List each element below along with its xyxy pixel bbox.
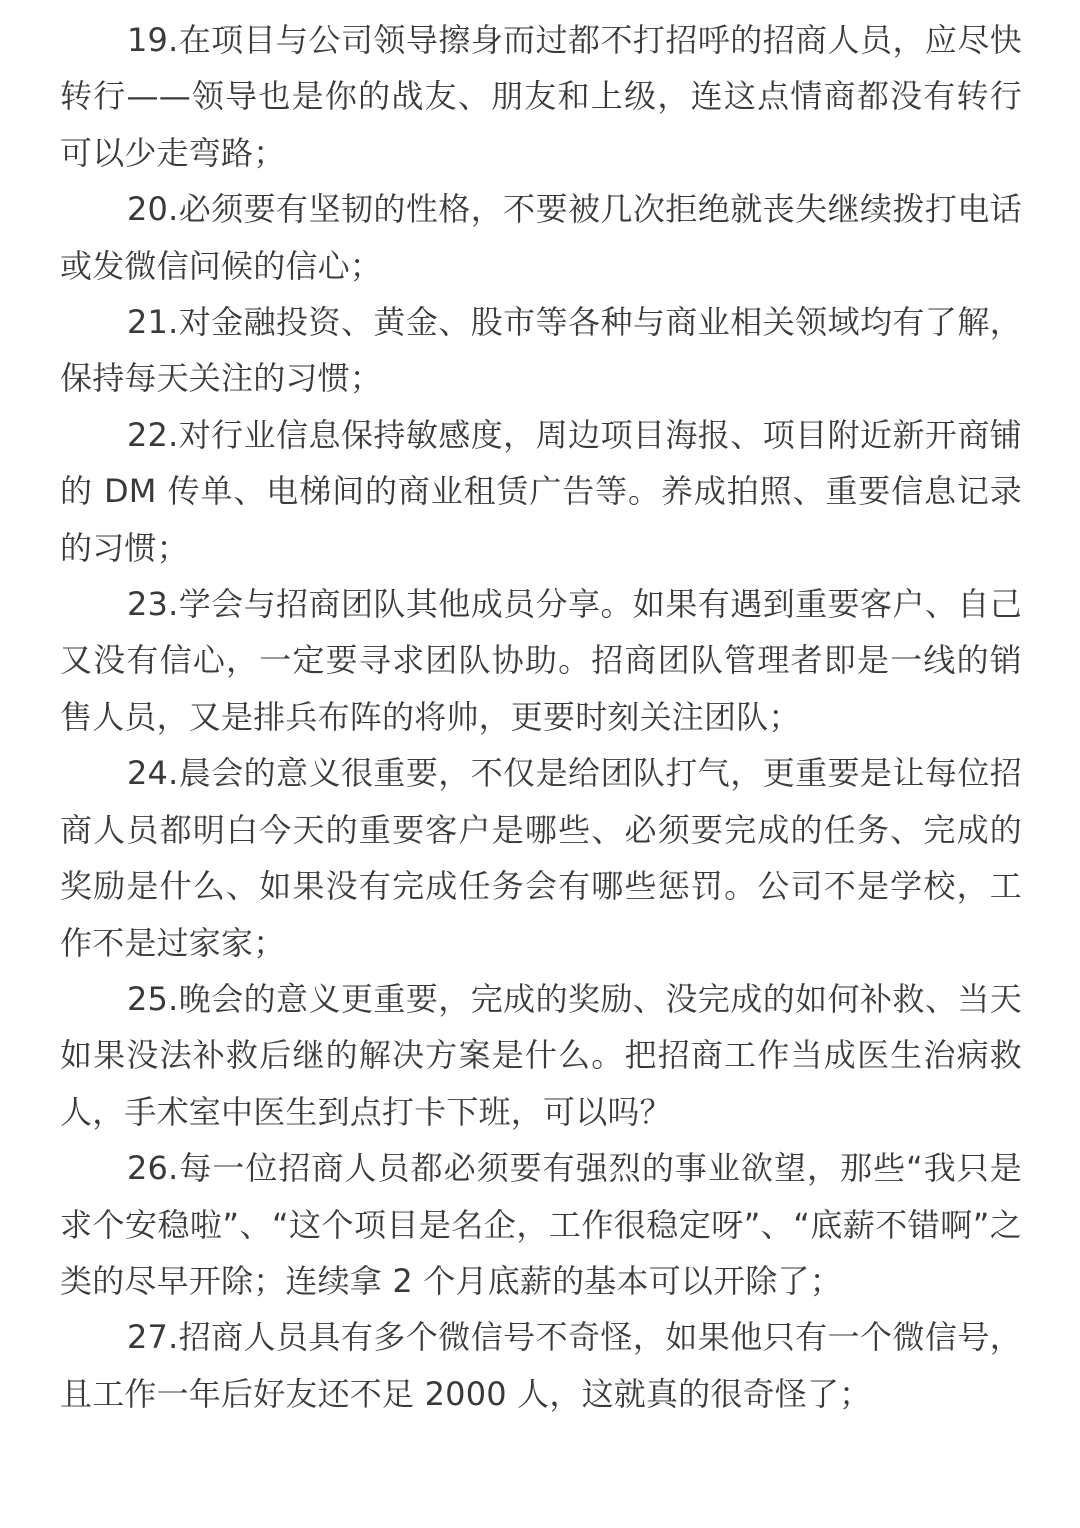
paragraph-item-24: 24.晨会的意义很重要，不仅是给团队打气，更重要是让每位招商人员都明白今天的重要客户是哪些、必须要完成的任务、完成的奖励是什么、如果没有完成任务会有哪些惩罚。公司不是学校，工作不是过家家； (60, 754, 1022, 962)
paragraph-item-23: 23.学会与招商团队其他成员分享。如果有遇到重要客户、自己又没有信心，一定要寻求团队协助。招商团队管理者即是一线的销售人员，又是排兵布阵的将帅，更要时刻关注团队； (60, 585, 1022, 736)
paragraph-item-26: 26.每一位招商人员都必须要有强烈的事业欲望，那些“我只是求个安稳啦”、“这个项目是名企，工作很稳定呀”、“底薪不错啊”之类的尽早开除；连续拿 2 个月底薪的基本可以开除了； (60, 1149, 1022, 1300)
paragraph-item-19: 19.在项目与公司领导擦身而过都不打招呼的招商人员，应尽快转行——领导也是你的战友、朋友和上级，连这点情商都没有转行可以少走弯路； (60, 21, 1022, 172)
paragraph-item-25: 25.晚会的意义更重要，完成的奖励、没完成的如何补救、当天如果没法补救后继的解决方案是什么。把招商工作当成医生治病救人，手术室中医生到点打卡下班，可以吗？ (60, 979, 1022, 1131)
paragraph-item-27: 27.招商人员具有多个微信号不奇怪，如果他只有一个微信号，且工作一年后好友还不足 2000 人，这就真的很奇怪了； (60, 1318, 1022, 1413)
paragraph-item-20: 20.必须要有坚韧的性格，不要被几次拒绝就丧失继续拨打电话或发微信问候的信心； (60, 190, 1022, 285)
paragraph-item-21: 21.对金融投资、黄金、股市等各种与商业相关领域均有了解，保持每天关注的习惯； (60, 303, 1022, 398)
paragraph-item-22: 22.对行业信息保持敏感度，周边项目海报、项目附近新开商铺的 DM 传单、电梯间的商业租赁广告等。养成拍照、重要信息记录的习惯； (60, 415, 1022, 567)
